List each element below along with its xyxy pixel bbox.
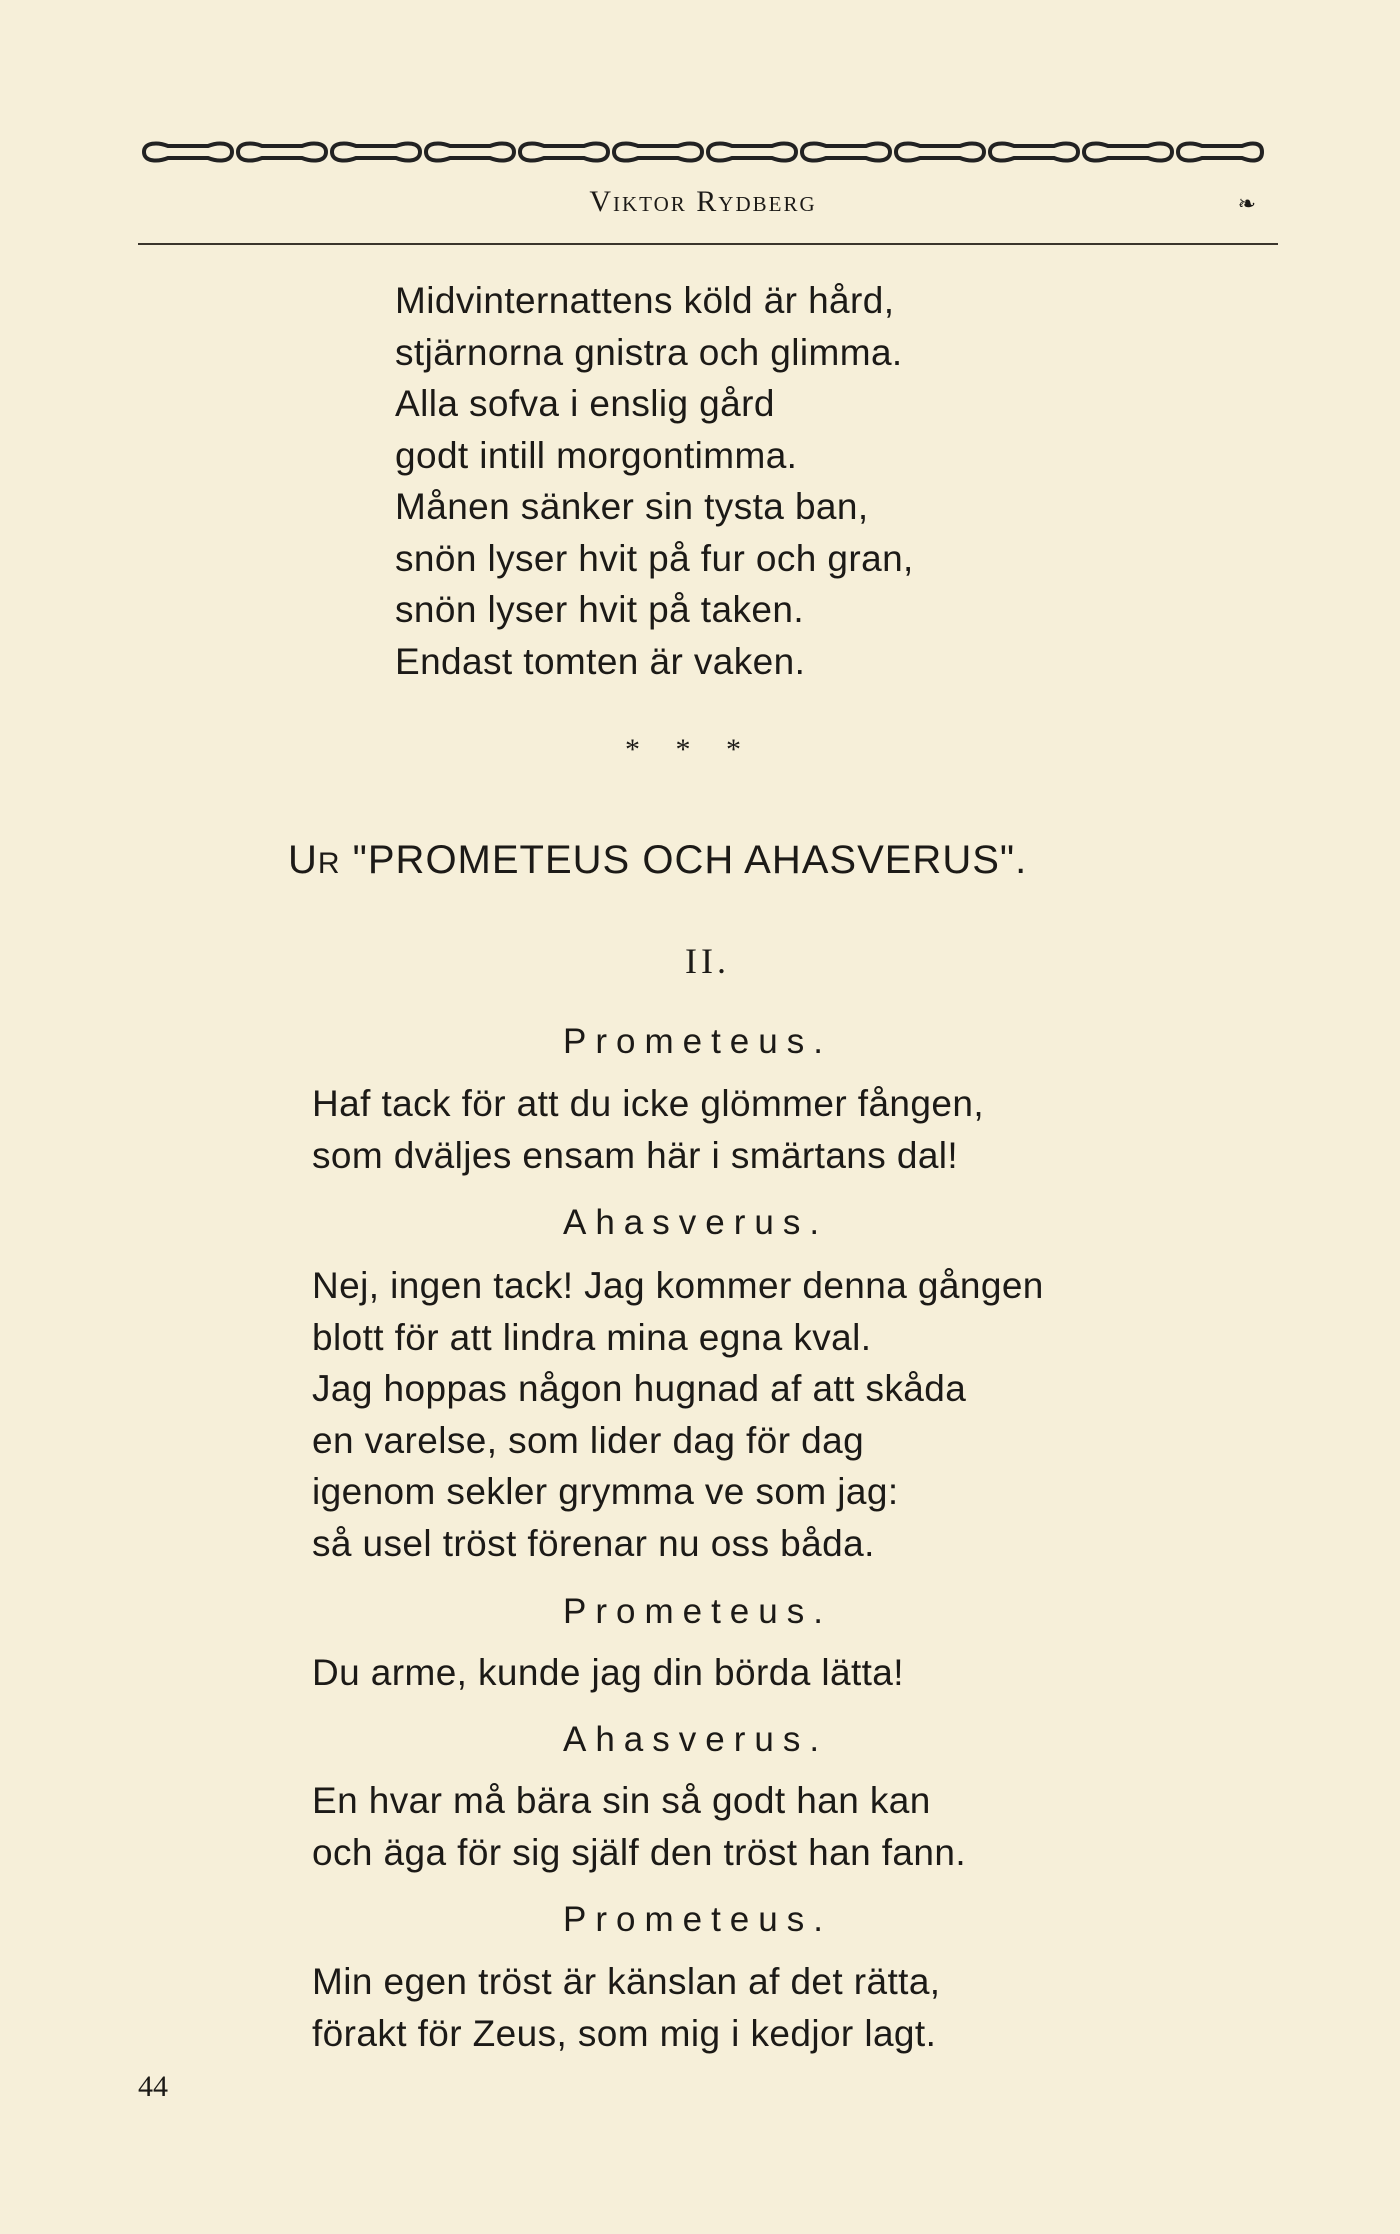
speaker-name: Prometeus.	[563, 1592, 832, 1631]
section-title-text: "PROMETEUS OCH AHASVERUS".	[340, 838, 1028, 882]
dialogue-line: som dväljes ensam här i smärtans dal!	[312, 1134, 959, 1176]
fleuron-mark: ❧	[1237, 191, 1256, 216]
section-title-initial: U	[288, 838, 318, 882]
poem-line: godt intill morgontimma.	[395, 434, 798, 476]
poem-line: snön lyser hvit på taken.	[395, 589, 804, 630]
dialogue-lines	[312, 1260, 1044, 1569]
dialogue-line: Nej, ingen tack! Jag kommer denna gången	[312, 1265, 1044, 1306]
section-title-initial-rest: R	[317, 847, 341, 880]
dialogue-line: och äga för sig själf den tröst han fann.	[312, 1831, 967, 1873]
dialogue-line: igenom sekler grymma ve som jag:	[312, 1471, 899, 1512]
poem-line: Alla sofva i enslig gård	[395, 383, 775, 424]
poem-line: stjärnorna gnistra och glimma.	[395, 331, 903, 373]
poem-line: snön lyser hvit på fur och gran,	[395, 537, 914, 579]
speaker-name: Ahasverus.	[563, 1720, 829, 1759]
section-title	[288, 838, 1027, 883]
speaker-name: Ahasverus.	[563, 1203, 829, 1242]
dialogue-line: En hvar må bära sin så godt han kan	[312, 1780, 931, 1821]
running-title: Viktor Rydberg	[589, 185, 817, 218]
poem-stanza	[395, 275, 914, 687]
asterism-separator: * * *	[625, 733, 741, 766]
dialogue-line: Haf tack för att du icke glömmer fången,	[312, 1083, 985, 1124]
dialogue-line: Min egen tröst är känslan af det rätta,	[312, 1961, 941, 2002]
part-number: II.	[685, 941, 730, 981]
poem-line: Endast tomten är vaken.	[395, 640, 806, 682]
dialogue-line: så usel tröst förenar nu oss båda.	[312, 1522, 875, 1564]
chain-ornament	[138, 138, 1268, 166]
poem-line: Månen sänker sin tysta ban,	[395, 486, 869, 527]
dialogue-lines	[312, 1078, 984, 1181]
header-rule	[138, 243, 1278, 245]
running-head	[138, 185, 1268, 225]
dialogue-line: Du arme, kunde jag din börda lätta!	[312, 1652, 904, 1693]
speaker-name: Prometeus.	[563, 1900, 832, 1939]
dialogue-line: Jag hoppas någon hugnad af att skåda	[312, 1368, 967, 1409]
dialogue-line: en varelse, som lider dag för dag	[312, 1419, 865, 1461]
speaker-name: Prometeus.	[563, 1022, 832, 1061]
poem-line: Midvinternattens köld är hård,	[395, 280, 895, 321]
dialogue-lines	[312, 1775, 966, 1878]
dialogue-line: förakt för Zeus, som mig i kedjor lagt.	[312, 2012, 937, 2054]
dialogue-line: blott för att lindra mina egna kval.	[312, 1316, 872, 1358]
dialogue-lines	[312, 1956, 941, 2059]
page-number: 44	[138, 2070, 168, 2103]
dialogue-lines	[312, 1647, 904, 1699]
